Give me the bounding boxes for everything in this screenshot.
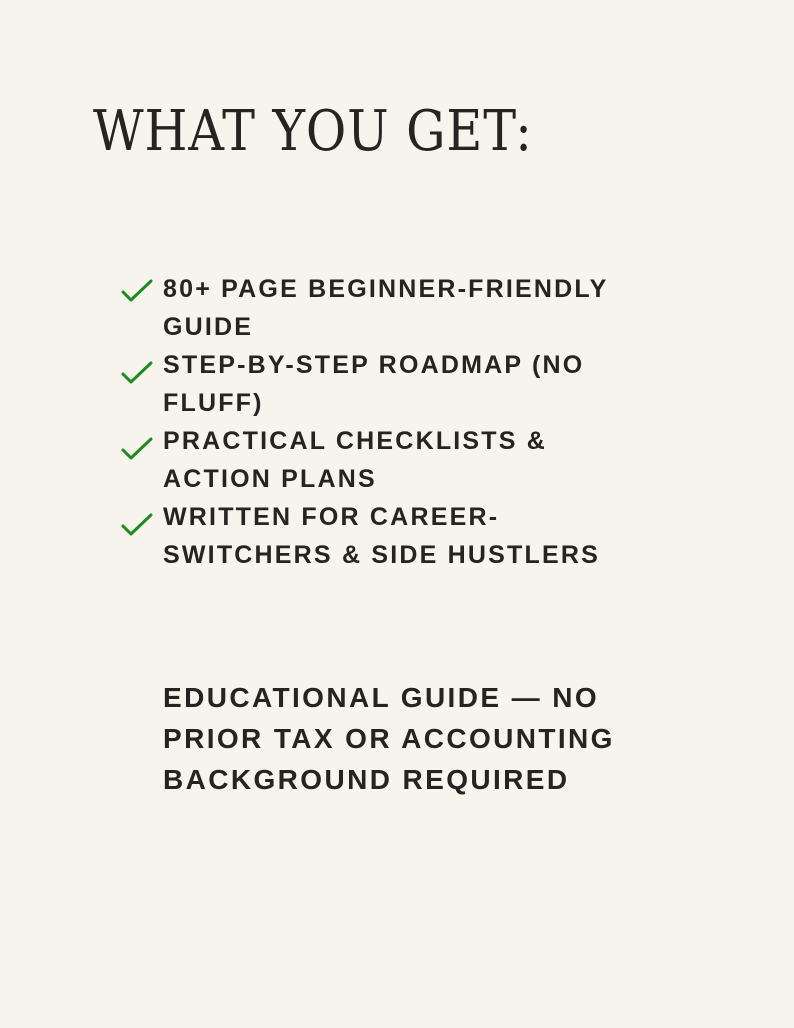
feature-text: STEP-BY-STEP ROADMAP (NO FLUFF) — [163, 351, 585, 417]
feature-item — [120, 270, 660, 346]
feature-item — [120, 498, 660, 574]
page-title: WHAT YOU GET: — [93, 99, 533, 164]
checkmark-icon — [120, 278, 154, 304]
feature-text: 80+ PAGE BEGINNER-FRIENDLY GUIDE — [163, 275, 609, 341]
feature-item — [120, 422, 660, 498]
feature-list — [120, 270, 660, 574]
feature-item — [120, 346, 660, 422]
checkmark-icon — [120, 360, 154, 386]
feature-text: PRACTICAL CHECKLISTS & ACTION PLANS — [163, 427, 548, 493]
feature-text: WRITTEN FOR CAREER-SWITCHERS & SIDE HUSTLERS — [163, 503, 600, 569]
checkmark-icon — [120, 436, 154, 462]
checkmark-icon — [120, 512, 154, 538]
educational-note: EDUCATIONAL GUIDE — NO PRIOR TAX OR ACCOUNTING BACKGROUND REQUIRED — [163, 682, 615, 795]
